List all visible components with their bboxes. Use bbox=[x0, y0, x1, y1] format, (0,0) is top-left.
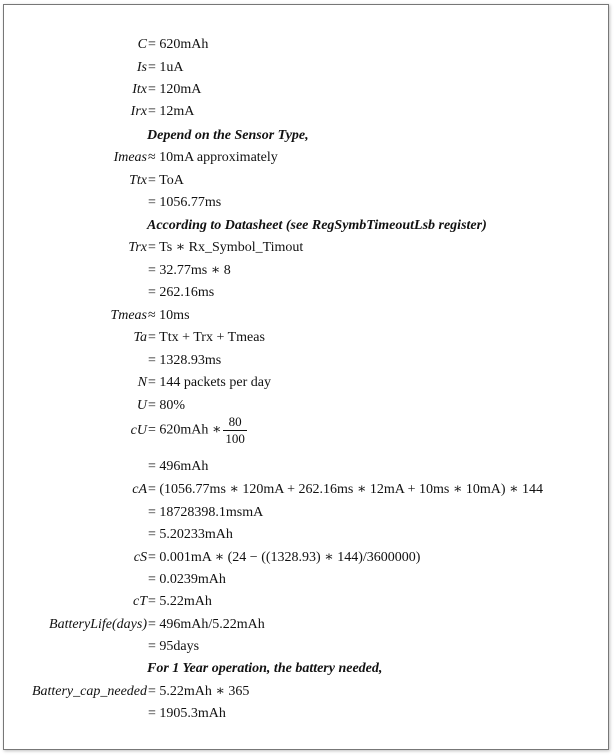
equation-rhs bbox=[148, 547, 420, 569]
equation-rhs-text: = (1056.77ms ∗ 120mA + 262.16ms ∗ 12mA + 10ms ∗ 10mA) ∗ 144 bbox=[148, 482, 544, 497]
equation-rhs-text: = 1056.77ms bbox=[148, 195, 222, 210]
equation-rhs bbox=[148, 237, 303, 259]
equation-row bbox=[0, 260, 614, 282]
equation-row bbox=[0, 614, 614, 636]
equation-rhs bbox=[148, 681, 249, 703]
equation-row bbox=[0, 591, 614, 613]
equation-rhs-text: ≈ 10mA approximately bbox=[148, 150, 278, 165]
equation-rhs-text: = 12mA bbox=[148, 104, 195, 119]
equation-rhs-text: = 5.20233mAh bbox=[148, 527, 233, 542]
equation-rhs bbox=[148, 192, 221, 214]
equation-rhs-text: = 1uA bbox=[148, 60, 184, 75]
equation-rhs bbox=[148, 524, 233, 546]
equation-rhs bbox=[148, 414, 249, 447]
equation-rhs bbox=[148, 79, 201, 101]
equation-lhs: cT bbox=[133, 594, 147, 609]
equation-rhs-text: = 5.22mAh bbox=[148, 594, 212, 609]
equation-row bbox=[0, 79, 614, 101]
equation-rhs-text: = 496mAh bbox=[148, 459, 209, 474]
equation-rhs-text: = Ts ∗ Rx_Symbol_Timout bbox=[148, 240, 304, 255]
equation-rhs-text: = 1905.3mAh bbox=[148, 706, 226, 721]
equation-lhs: Itx bbox=[132, 82, 147, 97]
equation-row bbox=[0, 524, 614, 546]
equation-row bbox=[0, 456, 614, 478]
equation-rhs-text: = 620mAh ∗ bbox=[148, 422, 222, 438]
equation-lhs: cS bbox=[133, 550, 147, 565]
equation-row bbox=[0, 703, 614, 725]
equation-row bbox=[0, 34, 614, 56]
equation-rhs-text: = Ttx + Trx + Tmeas bbox=[148, 330, 265, 345]
equation-row bbox=[0, 192, 614, 214]
equation-lhs: Tmeas bbox=[110, 308, 147, 323]
equation-lhs: cU bbox=[130, 423, 147, 438]
equation-rhs bbox=[148, 350, 221, 372]
equation-row bbox=[0, 502, 614, 524]
equation-rhs bbox=[148, 305, 190, 327]
equation-rhs bbox=[148, 327, 265, 349]
equation-lhs: Is bbox=[136, 60, 147, 75]
equation-row bbox=[0, 305, 614, 327]
equation-rhs-text: = ToA bbox=[148, 173, 184, 188]
equation-row bbox=[0, 101, 614, 123]
fraction-denominator: 100 bbox=[225, 431, 245, 446]
equation-rhs bbox=[148, 456, 208, 478]
equation-rhs bbox=[148, 34, 208, 56]
equation-lhs: N bbox=[137, 375, 147, 390]
equation-lhs: cA bbox=[132, 482, 147, 497]
equation-row bbox=[0, 282, 614, 304]
equation-note: Depend on the Sensor Type, bbox=[147, 128, 309, 143]
equation-rhs bbox=[148, 170, 184, 192]
equation-lhs: U bbox=[136, 398, 147, 413]
equation-row bbox=[0, 57, 614, 79]
equation-row bbox=[0, 170, 614, 192]
equation-rhs-text: = 80% bbox=[148, 398, 186, 413]
equation-rhs bbox=[148, 614, 265, 636]
equation-note: According to Datasheet (see RegSymbTimeoutLsb register) bbox=[147, 218, 487, 233]
equation-row bbox=[0, 547, 614, 569]
equation-rhs-text: = 144 packets per day bbox=[148, 375, 271, 390]
equation-lhs: Battery_cap_needed bbox=[31, 684, 147, 699]
equation-row bbox=[0, 327, 614, 349]
equation-rhs-text: = 496mAh/5.22mAh bbox=[148, 617, 265, 632]
equation-rhs-text: = 32.77ms ∗ 8 bbox=[148, 263, 231, 278]
equation-rhs bbox=[148, 147, 278, 169]
equation-lhs: BatteryLife(days) bbox=[49, 617, 147, 632]
equation-rhs-text: = 0.001mA ∗ (24 − ((1328.93) ∗ 144)/3600000) bbox=[148, 550, 421, 565]
equation-rhs-text: = 18728398.1msmA bbox=[148, 505, 264, 520]
equation-row bbox=[0, 681, 614, 703]
equation-row bbox=[0, 147, 614, 169]
equation-row bbox=[0, 569, 614, 591]
equation-lhs: C bbox=[137, 37, 147, 52]
equation-row bbox=[0, 479, 614, 501]
equation-rhs bbox=[148, 101, 194, 123]
equation-lhs: Irx bbox=[130, 104, 147, 119]
equation-rhs-text: = 5.22mAh ∗ 365 bbox=[148, 684, 250, 699]
equation-rhs bbox=[148, 569, 226, 591]
equation-rhs bbox=[148, 260, 231, 282]
equation-rhs bbox=[148, 636, 199, 658]
equation-rhs bbox=[148, 57, 184, 79]
equation-rhs-text: = 95days bbox=[148, 639, 200, 654]
equation-rhs-text: = 120mA bbox=[148, 82, 202, 97]
equation-row bbox=[0, 237, 614, 259]
fraction-numerator: 80 bbox=[223, 414, 247, 431]
equation-rhs bbox=[148, 591, 212, 613]
equation-row bbox=[0, 395, 614, 417]
equation-lhs: Imeas bbox=[113, 150, 147, 165]
fraction bbox=[223, 414, 247, 447]
equation-lhs: Ttx bbox=[129, 173, 147, 188]
equation-row bbox=[0, 636, 614, 658]
equation-row bbox=[0, 350, 614, 372]
equation-row bbox=[0, 414, 614, 454]
equation-row bbox=[0, 372, 614, 394]
equation-lhs: Trx bbox=[128, 240, 147, 255]
equation-rhs bbox=[148, 502, 263, 524]
equation-rhs bbox=[148, 479, 543, 501]
equation-rhs-text: ≈ 10ms bbox=[148, 308, 190, 323]
equation-note: For 1 Year operation, the battery needed, bbox=[147, 661, 383, 676]
equation-rhs-text: = 262.16ms bbox=[148, 285, 215, 300]
equation-rhs bbox=[148, 282, 214, 304]
equation-rhs-text: = 1328.93ms bbox=[148, 353, 222, 368]
equation-rhs-text: = 0.0239mAh bbox=[148, 572, 226, 587]
equation-rhs-text: = 620mAh bbox=[148, 37, 209, 52]
equation-rhs bbox=[148, 703, 226, 725]
equation-rhs bbox=[148, 372, 271, 394]
equation-lhs: Ta bbox=[133, 330, 147, 345]
